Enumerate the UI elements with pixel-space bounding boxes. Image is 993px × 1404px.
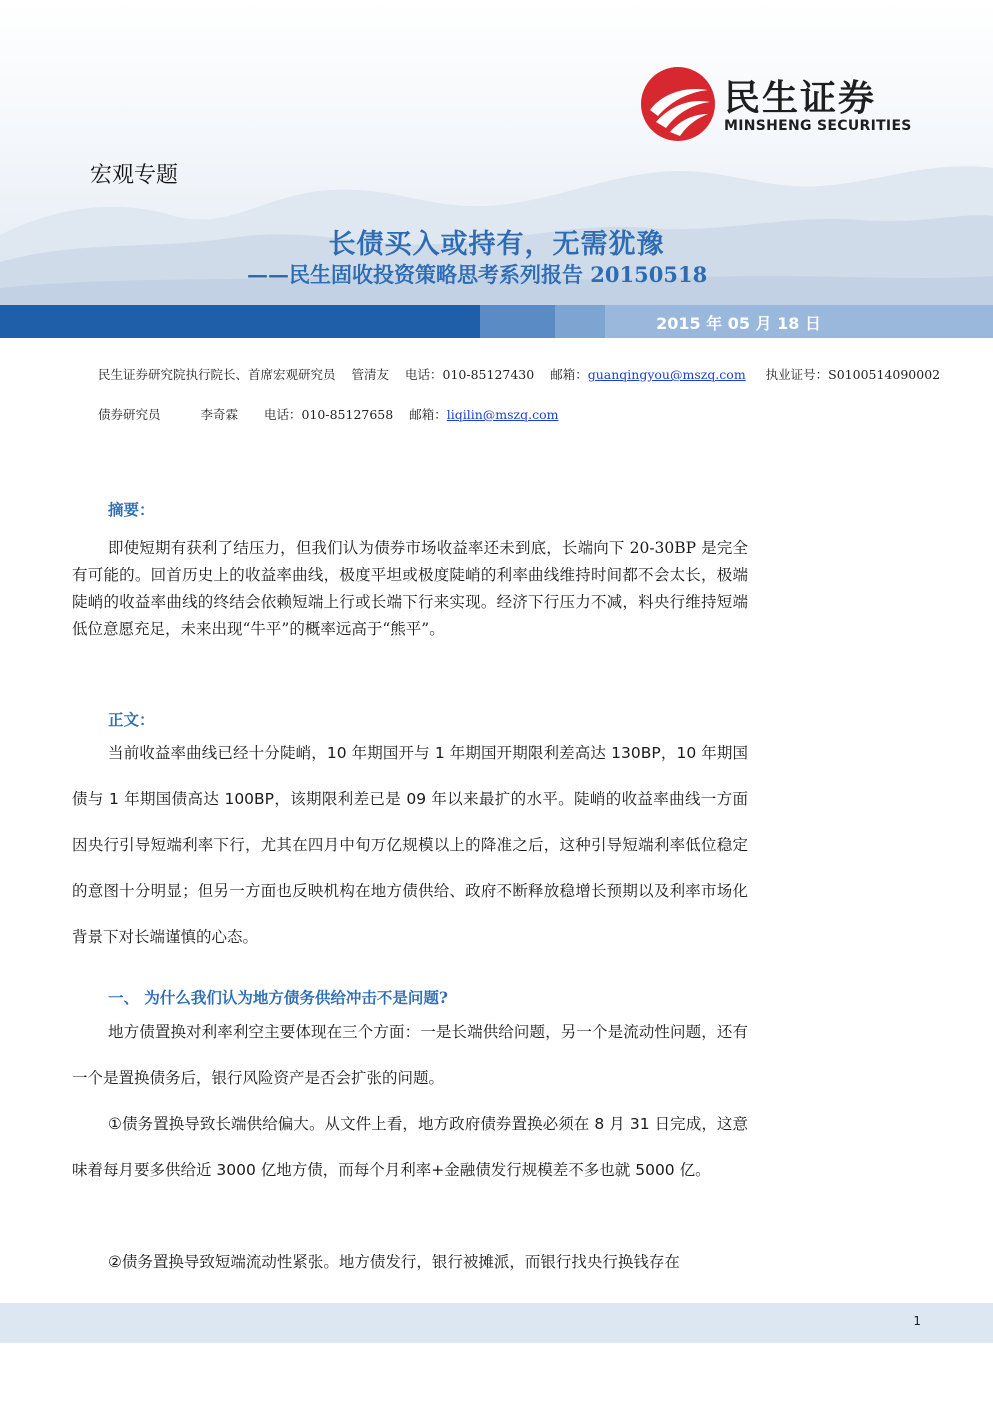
author-email-label: 邮箱： <box>550 367 588 382</box>
section-1-paragraph-1: 地方债置换对利率利空主要体现在三个方面：一是长端供给问题，另一个是流动性问题，还有一个是置换债务后，银行风险资产是否会扩张的问题。 <box>72 1023 748 1087</box>
logo-chinese-name: 民生证券 <box>724 78 877 119</box>
section-1-heading: 一、 为什么我们认为地方债务供给冲击不是问题? <box>108 988 448 1007</box>
author-phone: 电话：010-85127430 <box>405 367 535 382</box>
body-heading: 正文： <box>108 710 155 729</box>
company-logo <box>640 66 930 144</box>
section-1-paragraph-3: ②债务置换导致短端流动性紧张。地方债发行，银行被摊派，而银行找央行换钱存在 <box>108 1253 680 1271</box>
author-email-link[interactable]: guanqingyou@mszq.com <box>587 367 746 382</box>
section-1-paragraph-2: ①债务置换导致长端供给偏大。从文件上看，地方政府债券置换必须在 8 月 31 日完成，这意味着每月要多供给近 3000 亿地方债，而每个月利率+金融债发行规模差不多也就 5000 亿。 <box>72 1115 748 1179</box>
author-line-1 <box>98 365 940 383</box>
logo-english-name: MINSHENG SECURITIES <box>724 118 912 134</box>
author-phone: 电话：010-85127658 <box>264 407 394 422</box>
report-date: 2015 年 05 月 18 日 <box>656 314 821 333</box>
author-line-2 <box>98 405 570 423</box>
footer-band <box>0 1303 993 1343</box>
abstract-heading: 摘要： <box>108 500 155 519</box>
section-tag: 宏观专题 <box>90 163 179 188</box>
page-number: 1 <box>913 1314 921 1328</box>
author-role: 债券研究员 <box>98 407 161 422</box>
body-intro-paragraph: 当前收益率曲线已经十分陡峭，10 年期国开与 1 年期国开期限利差高达 130BP，10 年期国债与 1 年期国债高达 100BP，该期限利差已是 09 年以来最扩的水平。陡峭的收益率曲线一方面因央行引导短端利率下行，尤其在四月中旬万亿规模以上的降准之后，这种引导短端利率低位稳定的意图十分明显；但另一方面也反映机构在地方债供给、政府不断释放稳增长预期以及利率市场化背景下对长端谨慎的心态。 <box>72 744 748 946</box>
date-band <box>0 305 993 338</box>
report-title: 长债买入或持有，无需犹豫 <box>328 229 665 260</box>
logo-mark-icon <box>640 66 716 142</box>
author-email-link[interactable]: liqilin@mszq.com <box>446 407 559 422</box>
author-name: 李奇霖 <box>200 407 239 422</box>
author-email-label: 邮箱： <box>409 407 447 422</box>
report-subtitle: ——民生固收投资策略思考系列报告 20150518 <box>247 262 708 287</box>
author-role: 民生证券研究院执行院长、首席宏观研究员 <box>98 367 336 382</box>
abstract-paragraph: 即使短期有获利了结压力，但我们认为债券市场收益率还未到底，长端向下 20-30BP 是完全有可能的。回首历史上的收益率曲线，极度平坦或极度陡峭的利率曲线维持时间都不会太长，极端陡峭的收益率曲线的终结会依赖短端上行或长端下行来实现。经济下行压力不减，料央行维持短端低位意愿充足，未来出现“牛平”的概率远高于“熊平”。 <box>72 539 748 638</box>
author-name: 管清友 <box>351 367 390 382</box>
author-license: 执业证号：S0100514090002 <box>765 367 941 382</box>
